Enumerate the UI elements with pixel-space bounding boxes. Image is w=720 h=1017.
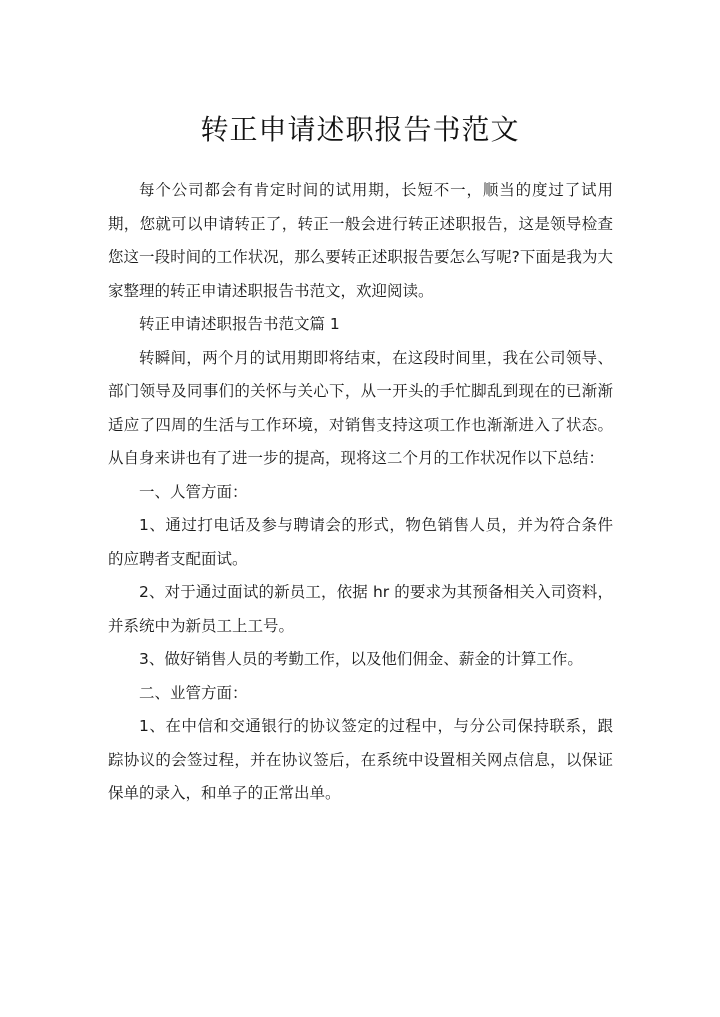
section-heading-sample-1: 转正申请述职报告书范文篇 1 xyxy=(139,315,340,333)
body-paragraph: 转瞬间，两个月的试用期即将结束，在这段时间里，我在公司领导、部门领导及同事们的关怀与关心下，从一开头的手忙脚乱到现在的已渐渐适应了四周的生活与工作环境，对销售支持这项工作也渐渐进入了状态。从自身来讲也有了进一步的提高，现将这二个月的工作状况作以下总结： xyxy=(108,348,613,467)
document-title: 转正申请述职报告书范文 xyxy=(200,113,520,146)
intro-paragraph: 每个公司都会有肯定时间的试用期，长短不一，顺当的度过了试用期，您就可以申请转正了，转正一般会进行转正述职报告，这是领导检查您这一段时间的工作状况，那么要转正述职报告要怎么写呢?下面是我为大家整理的转正申请述职报告书范文，欢迎阅读。 xyxy=(108,181,613,300)
list-item: 3、做好销售人员的考勤工作，以及他们佣金、薪金的计算工作。 xyxy=(139,650,583,668)
list-item: 2、对于通过面试的新员工，依据 hr 的要求为其预备相关入司资料，并系统中为新员工上工号。 xyxy=(108,583,613,635)
subheading-personnel: 一、人管方面： xyxy=(139,482,248,501)
subheading-business: 二、业管方面： xyxy=(139,683,248,702)
list-item: 1、通过打电话及参与聘请会的形式，物色销售人员，并为符合条件的应聘者支配面试。 xyxy=(108,516,613,568)
document-body xyxy=(108,174,613,811)
list-item: 1、在中信和交通银行的协议签定的过程中，与分公司保持联系，跟踪协议的会签过程，并在协议签后，在系统中设置相关网点信息，以保证保单的录入，和单子的正常出单。 xyxy=(108,717,613,802)
